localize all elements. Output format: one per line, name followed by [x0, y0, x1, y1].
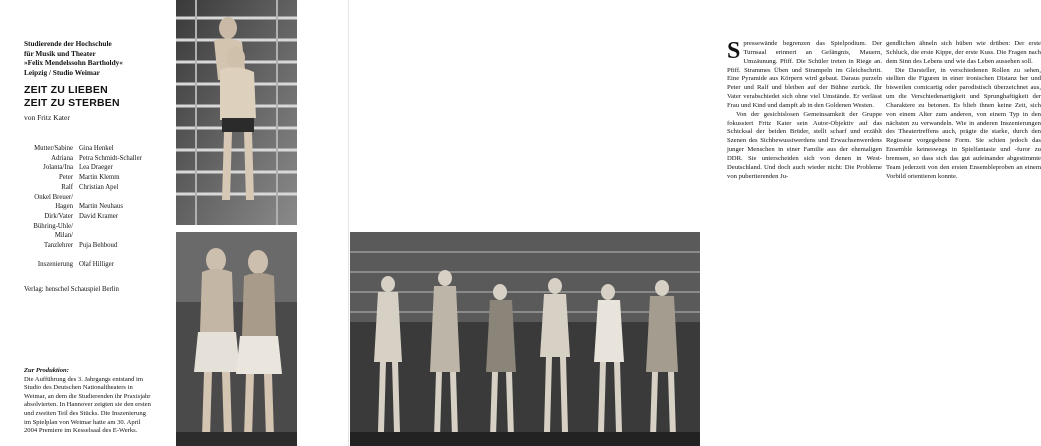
school-line: Studierende der Hochschule	[24, 39, 112, 48]
cast-row	[24, 222, 174, 232]
cast-row	[24, 183, 174, 193]
cast-role: Jolanta/Ina	[43, 164, 73, 172]
cast-actor: Martin Klemm	[79, 174, 120, 182]
article-paragraph: gendlichen ähneln sich hüben wie drüben: Der erste Schluck, die erste Kippe, der erste Kuss. Die Fragen nach dem Sinn des Lebens und wie das Leben aussehen soll.	[886, 40, 1041, 65]
cast-row	[24, 231, 174, 241]
production-line: Studio des Deutschen Nationaltheaters in	[24, 384, 133, 392]
cast-role: Inszenierung	[37, 261, 73, 269]
left-page	[0, 0, 349, 446]
article-paragraph: Die Darsteller, in verschiedenen Rollen zu sehen, stellten die Figuren in einer ironischen Distanz her und bisweilen comicartig oder parodistisch überzeichnet aus, um die Verschiedenartigkeit und Sprunghaftigkeit der Charaktere zu betonen. Es blieb ihnen keine Zeit, sich von einem Alter zum anderen, von einem Typ in den nächsten zu verwandeln. Wie in anderen Inszenierungen des Theatertreffens auch, prägte die starke, durch den Regisseur vorgegebene Form. Sie schien jedoch das Ensemble keineswegs in Spielfantasie und -furor zu bremsen, so dass sich das gut aufeinander abgestimmte Team jederzeit von den ersten Ensembleproben an einem Vorbild orientieren konnte.	[886, 66, 1041, 180]
article-column-2	[886, 40, 1041, 182]
production-line: und zweiten Teil des Stücks. Die Inszenierung	[24, 409, 146, 417]
production-heading: Zur Produktion:	[24, 367, 69, 374]
cast-actor: Olaf Hilliger	[79, 261, 114, 269]
cast-actor	[79, 222, 174, 232]
cast-role: Milan/	[54, 232, 73, 240]
cast-row	[24, 212, 174, 222]
right-page	[349, 0, 1041, 446]
publisher-note: Verlag: henschel Schauspiel Berlin	[24, 286, 119, 293]
cast-list	[24, 144, 174, 270]
production-line: absolvierten. In Hannover zeigten sie den ersten	[24, 401, 151, 409]
school-line: »Felix Mendelssohn Bartholdy«	[24, 58, 123, 68]
cast-actor: Puja Behboud	[79, 242, 118, 250]
production-note	[24, 367, 174, 436]
title-line: ZEIT ZU LIEBEN	[24, 84, 108, 96]
cast-role: Tanzlehrer	[44, 242, 73, 250]
cast-role: Ralf	[61, 183, 73, 191]
cast-role: Mutter/Sabine	[34, 145, 73, 152]
article-paragraph: Von der gesichtslosen Gemeinsamkeit der Gruppe fokussiert Fritz Kater sein Autor-Objektiv auf das Schicksal der beiden Brüder, stellt scharf und erzählt Szenen des Sichbewusstwerdens und Erwachsenwerdens junger Menschen in einer Familie aus der ehemaligen DDR. Sie unterscheiden sich von denen in West-Deutschland. Und doch auch wieder nicht: Die Probleme von pubertierenden Ju-	[727, 110, 882, 180]
cast-row	[24, 202, 174, 212]
cast-actor: Christian Apel	[79, 183, 119, 191]
title-line: ZEIT ZU STERBEN	[24, 96, 120, 109]
drop-cap: S	[727, 38, 741, 64]
school-line: für Musik und Theater	[24, 48, 96, 58]
cast-actor: Gina Henkel	[79, 145, 114, 152]
cast-actor	[79, 193, 174, 203]
cast-role: Onkel Breuer/	[34, 193, 73, 201]
stage-photo-ensemble	[350, 232, 700, 446]
production-line: Weimar, an dem die Studierenden ihr Praxisjahr	[24, 392, 151, 400]
direction-row	[24, 260, 174, 270]
article-paragraph: pressewände begrenzen das Spielpodium. Der Turnsaal erinnert an Gefängnis, Mauern, Umzäunung. Pfiff. Die Schüler treten in Riege an. Pfiff. Strammes Üben und Strampeln im Gleichschritt. Eine Pyramide aus Körpern wird gebaut. Daraus purzeln Peter und Ralf und bleiben auf der Bühne zurück. Ihr Vater verabschiedet sich ohne viel Umstände. Er verlässt Frau und Kind und dampft ab in den Goldenen Westen.	[727, 40, 882, 109]
cast-row	[24, 241, 174, 251]
article-column-1	[727, 40, 882, 182]
cast-role: Hagen	[55, 203, 73, 211]
production-line: im Spielplan von Weimar hatte am 30. April	[24, 418, 141, 426]
cast-role: Bühring-Uhle/	[33, 222, 73, 230]
stage-photo-two-women	[176, 232, 297, 446]
production-line: 2004 Premiere im Kesselsaal des E-Werks.	[24, 427, 138, 435]
production-line: Die Aufführung des 3. Jahrgangs entstand im	[24, 375, 143, 383]
cast-row	[24, 154, 174, 164]
cast-role: Peter	[59, 174, 73, 182]
cast-actor: Lea Draeger	[79, 164, 113, 172]
school-line: Leipzig / Studio Weimar	[24, 67, 100, 77]
cast-row	[24, 163, 174, 173]
cast-actor: Martin Neuhaus	[79, 203, 123, 211]
school-credit	[24, 39, 174, 77]
cast-role: Dirk/Vater	[44, 212, 73, 220]
play-author: von Fritz Kater	[24, 113, 70, 122]
cast-actor	[79, 231, 174, 241]
cast-role: Adriana	[51, 154, 73, 162]
cast-row	[24, 193, 174, 203]
cast-actor: David Kramer	[79, 212, 119, 220]
cast-row	[24, 173, 174, 183]
cast-row	[24, 144, 174, 154]
stage-photo-gym-bars	[176, 0, 297, 225]
play-title	[24, 84, 120, 109]
cast-actor: Petra Schmidt-Schaller	[79, 154, 142, 162]
